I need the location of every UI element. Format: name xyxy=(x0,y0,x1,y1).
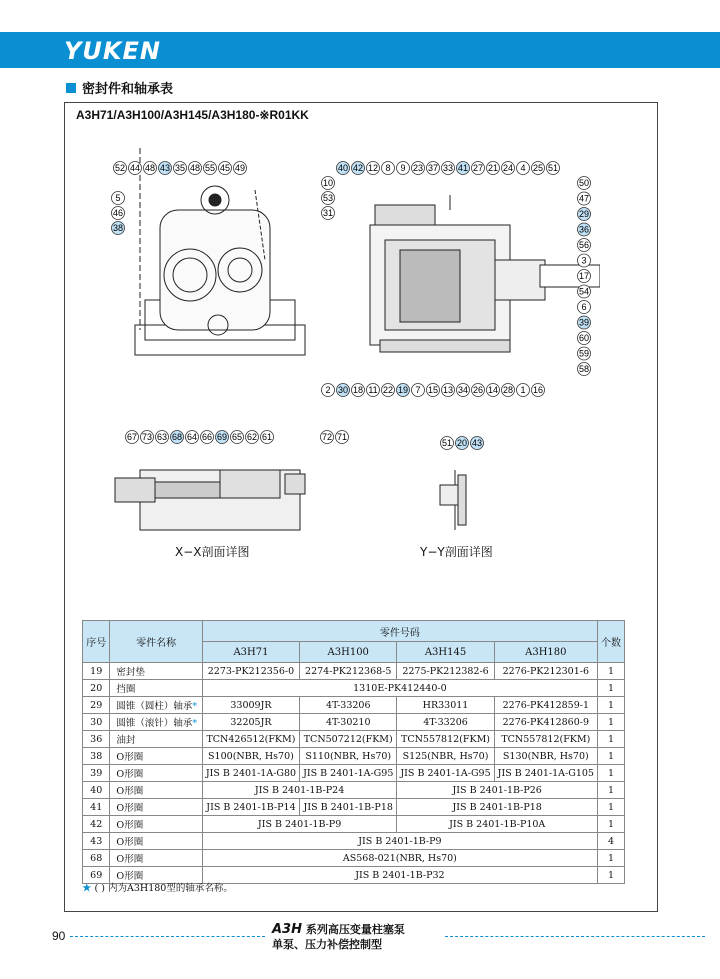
page-number: 90 xyxy=(52,929,66,943)
callout-label: 18 xyxy=(352,385,364,395)
table-cell: 4T-30210 xyxy=(300,714,397,731)
table-cell: 2276-PK212301-6 xyxy=(494,663,597,680)
callout-label: 51 xyxy=(441,438,453,448)
callout-label: 37 xyxy=(427,163,439,173)
row-qty: 1 xyxy=(597,850,624,867)
callout-label: 15 xyxy=(427,385,439,395)
row-qty: 1 xyxy=(597,799,624,816)
xx-caption: X−X剖面详图 xyxy=(175,545,250,559)
yuken-logo: YUKEN xyxy=(64,37,161,65)
side-section-drawing xyxy=(370,195,600,352)
table-row xyxy=(83,731,625,748)
callout-label: 3 xyxy=(581,255,587,266)
table-cell: 4T-33206 xyxy=(300,697,397,714)
callout-label: 19 xyxy=(397,385,409,395)
callout-label: 23 xyxy=(412,163,424,173)
table-cell: 2276-PK412859-1 xyxy=(494,697,597,714)
footer-brand: A3H xyxy=(272,922,302,937)
row-no: 36 xyxy=(83,731,110,748)
col-no-header: 序号 xyxy=(83,621,110,663)
table-cell: JIS B 2401-1B-P24 xyxy=(202,782,397,799)
callout-label: 51 xyxy=(547,163,559,173)
table-row xyxy=(83,663,625,680)
callout-label: 21 xyxy=(487,163,499,173)
row-qty: 1 xyxy=(597,714,624,731)
table-row xyxy=(83,697,625,714)
callout-label: 1 xyxy=(520,385,526,395)
yy-section-drawing xyxy=(440,470,466,530)
callout-label: 30 xyxy=(337,385,349,395)
callout-label: 39 xyxy=(578,317,590,328)
callout-label: 65 xyxy=(231,432,243,442)
callout-label: 48 xyxy=(189,163,201,173)
yy-caption: Y−Y剖面详图 xyxy=(420,545,493,559)
callout-label: 43 xyxy=(159,163,171,173)
table-row xyxy=(83,680,625,697)
callout-label: 25 xyxy=(532,163,544,173)
callout-label: 56 xyxy=(578,240,590,250)
callout-label: 52 xyxy=(114,163,126,173)
row-qty: 1 xyxy=(597,731,624,748)
table-cell: 32205JR xyxy=(202,714,299,731)
footer-divider-right xyxy=(445,936,705,938)
table-cell: JIS B 2401-1B-P26 xyxy=(397,782,598,799)
table-row xyxy=(83,765,625,782)
callout-label: 59 xyxy=(578,348,590,359)
table-cell: TCN507212(FKM) xyxy=(300,731,397,748)
table-cell: JIS B 2401-1B-P18 xyxy=(397,799,598,816)
table-cell: JIS B 2401-1B-P32 xyxy=(202,867,597,884)
footnote-text: ( ) 内为A3H180型的轴承名称。 xyxy=(94,883,233,894)
col-qty-header: 个数 xyxy=(597,621,624,663)
table-row xyxy=(83,816,625,833)
row-qty: 1 xyxy=(597,680,624,697)
model-header: A3H71 xyxy=(202,642,299,663)
callout-label: 41 xyxy=(457,163,469,173)
callout-label: 12 xyxy=(367,163,379,173)
row-part-name: 挡圈 xyxy=(110,680,202,697)
callout-label: 33 xyxy=(442,163,454,173)
xx-section-drawing xyxy=(115,470,305,530)
callout-label: 53 xyxy=(322,193,334,203)
table-cell: S100(NBR, Hs70) xyxy=(202,748,299,765)
table-cell: 2275-PK212382-6 xyxy=(397,663,494,680)
table-cell: S125(NBR, Hs70) xyxy=(397,748,494,765)
front-view-drawing xyxy=(135,148,305,355)
table-cell: 2276-PK412860-9 xyxy=(494,714,597,731)
table-cell: JIS B 2401-1B-P18 xyxy=(300,799,397,816)
callout-label: 40 xyxy=(337,163,349,173)
callout-label: 55 xyxy=(204,163,216,173)
model-header: A3H180 xyxy=(494,642,597,663)
callout-label: 35 xyxy=(174,163,186,173)
row-part-name: 圆锥（圆柱）轴承* xyxy=(110,697,202,714)
row-qty: 1 xyxy=(597,867,624,884)
row-qty: 4 xyxy=(597,833,624,850)
callout-label: 49 xyxy=(234,163,246,173)
col-partno-header: 零件号码 xyxy=(202,621,597,642)
callout-label: 58 xyxy=(578,364,590,374)
callout-label: 45 xyxy=(219,163,231,173)
table-cell: HR33011 xyxy=(397,697,494,714)
row-part-name: O形圈 xyxy=(110,833,202,850)
section-title xyxy=(66,78,173,97)
callout-label: 24 xyxy=(502,163,514,173)
table-row xyxy=(83,833,625,850)
section-title-text: 密封件和轴承表 xyxy=(82,82,174,97)
table-cell: JIS B 2401-1A-G105 xyxy=(494,765,597,782)
row-no: 41 xyxy=(83,799,110,816)
row-qty: 1 xyxy=(597,816,624,833)
star-marker: * xyxy=(192,701,198,712)
table-row xyxy=(83,782,625,799)
callout-label: 64 xyxy=(186,432,198,442)
footer-line2: 单泵、压力补偿控制型 xyxy=(272,938,382,951)
table-cell: 2273-PK212356-0 xyxy=(202,663,299,680)
table-cell: JIS B 2401-1A-G80 xyxy=(202,765,299,782)
table-cell: TCN557812(FKM) xyxy=(397,731,494,748)
callout-label: 11 xyxy=(368,385,378,395)
footnote xyxy=(82,880,233,894)
row-no: 43 xyxy=(83,833,110,850)
row-qty: 1 xyxy=(597,765,624,782)
footer-title xyxy=(272,922,405,952)
callout-label: 47 xyxy=(578,193,590,204)
table-header-row xyxy=(83,621,625,642)
table-row xyxy=(83,714,625,731)
table-cell: JIS B 2401-1B-P14 xyxy=(202,799,299,816)
model-header: A3H100 xyxy=(300,642,397,663)
table-cell: 2274-PK212368-5 xyxy=(300,663,397,680)
row-part-name: O形圈 xyxy=(110,782,202,799)
row-no: 30 xyxy=(83,714,110,731)
star-icon: ★ xyxy=(82,883,92,894)
footer-divider-left xyxy=(70,936,265,938)
callout-label: 16 xyxy=(532,385,544,395)
callout-label: 42 xyxy=(352,163,364,173)
footer-line1: 系列高压变量柱塞泵 xyxy=(305,923,405,936)
callout-label: 63 xyxy=(156,432,168,442)
callout-label: 17 xyxy=(578,271,590,281)
row-no: 19 xyxy=(83,663,110,680)
callout-label: 5 xyxy=(115,193,121,203)
row-no: 39 xyxy=(83,765,110,782)
callout-label: 71 xyxy=(336,432,348,442)
row-no: 29 xyxy=(83,697,110,714)
callout-label: 34 xyxy=(457,385,469,395)
callout-label: 31 xyxy=(322,208,334,218)
table-cell: TCN426512(FKM) xyxy=(202,731,299,748)
callout-label: 60 xyxy=(578,333,590,343)
callout-label: 4 xyxy=(520,163,526,173)
callout-label: 26 xyxy=(472,385,484,395)
callout-label: 50 xyxy=(578,178,590,188)
square-bullet-icon xyxy=(66,83,76,93)
row-qty: 1 xyxy=(597,663,624,680)
table-body xyxy=(83,663,625,884)
callout-label: 7 xyxy=(415,385,421,395)
row-no: 40 xyxy=(83,782,110,799)
table-cell: JIS B 2401-1A-G95 xyxy=(397,765,494,782)
row-no: 42 xyxy=(83,816,110,833)
callout-label: 6 xyxy=(581,302,587,312)
parts-table xyxy=(82,620,625,884)
yy-section-callouts xyxy=(441,437,484,450)
callout-label: 48 xyxy=(144,163,156,173)
table-cell: 4T-33206 xyxy=(397,714,494,731)
callout-label: 28 xyxy=(502,385,514,395)
row-no: 68 xyxy=(83,850,110,867)
row-no: 20 xyxy=(83,680,110,697)
table-cell: TCN557812(FKM) xyxy=(494,731,597,748)
xx-section-callouts xyxy=(126,431,349,444)
table-row xyxy=(83,799,625,816)
callout-label: 72 xyxy=(321,432,333,442)
callout-label: 66 xyxy=(201,432,213,442)
callout-label: 43 xyxy=(471,438,483,448)
table-cell: JIS B 2401-1B-P9 xyxy=(202,816,397,833)
star-marker: * xyxy=(192,718,198,729)
callout-label: 46 xyxy=(112,208,124,218)
callout-label: 29 xyxy=(578,209,590,219)
row-qty: 1 xyxy=(597,782,624,799)
row-part-name: O形圈 xyxy=(110,850,202,867)
callout-label: 9 xyxy=(400,163,406,173)
col-name-header: 零件名称 xyxy=(110,621,202,663)
row-part-name: O形圈 xyxy=(110,765,202,782)
callout-label: 62 xyxy=(246,432,258,442)
row-part-name: 密封垫 xyxy=(110,663,202,680)
table-cell: 33009JR xyxy=(202,697,299,714)
callout-label: 13 xyxy=(442,385,454,395)
callout-label: 22 xyxy=(382,385,394,395)
callout-label: 44 xyxy=(129,163,141,173)
model-title: A3H71/A3H100/A3H145/A3H180-※R01KK xyxy=(76,108,309,122)
callout-label: 38 xyxy=(112,223,124,233)
table-cell: 1310E-PK412440-0 xyxy=(202,680,597,697)
callout-label: 8 xyxy=(385,163,391,173)
row-qty: 1 xyxy=(597,748,624,765)
callout-label: 69 xyxy=(216,432,228,442)
row-part-name: O形圈 xyxy=(110,748,202,765)
callout-label: 36 xyxy=(578,224,590,235)
row-part-name: O形圈 xyxy=(110,799,202,816)
callout-label: 14 xyxy=(487,385,499,395)
callout-label: 67 xyxy=(126,432,138,442)
callout-label: 68 xyxy=(171,432,183,442)
callout-label: 20 xyxy=(456,438,468,448)
callout-label: 2 xyxy=(325,385,331,395)
callout-label: 10 xyxy=(322,178,334,188)
row-part-name: 圆锥（滚针）轴承* xyxy=(110,714,202,731)
table-cell: AS568-021(NBR, Hs70) xyxy=(202,850,597,867)
table-cell: JIS B 2401-1B-P9 xyxy=(202,833,597,850)
row-part-name: O形圈 xyxy=(110,867,202,884)
row-no: 69 xyxy=(83,867,110,884)
row-part-name: 油封 xyxy=(110,731,202,748)
pump-drawings xyxy=(100,130,600,570)
table-cell: S130(NBR, Hs70) xyxy=(494,748,597,765)
model-header: A3H145 xyxy=(397,642,494,663)
table-cell: JIS B 2401-1B-P10A xyxy=(397,816,598,833)
table-cell: S110(NBR, Hs70) xyxy=(300,748,397,765)
callout-label: 61 xyxy=(261,432,273,442)
callout-label: 54 xyxy=(578,286,590,297)
table-row xyxy=(83,850,625,867)
table-cell: JIS B 2401-1A-G95 xyxy=(300,765,397,782)
table-row xyxy=(83,748,625,765)
row-no: 38 xyxy=(83,748,110,765)
row-qty: 1 xyxy=(597,697,624,714)
callout-label: 73 xyxy=(141,432,153,442)
callout-label: 27 xyxy=(472,163,484,173)
row-part-name: O形圈 xyxy=(110,816,202,833)
